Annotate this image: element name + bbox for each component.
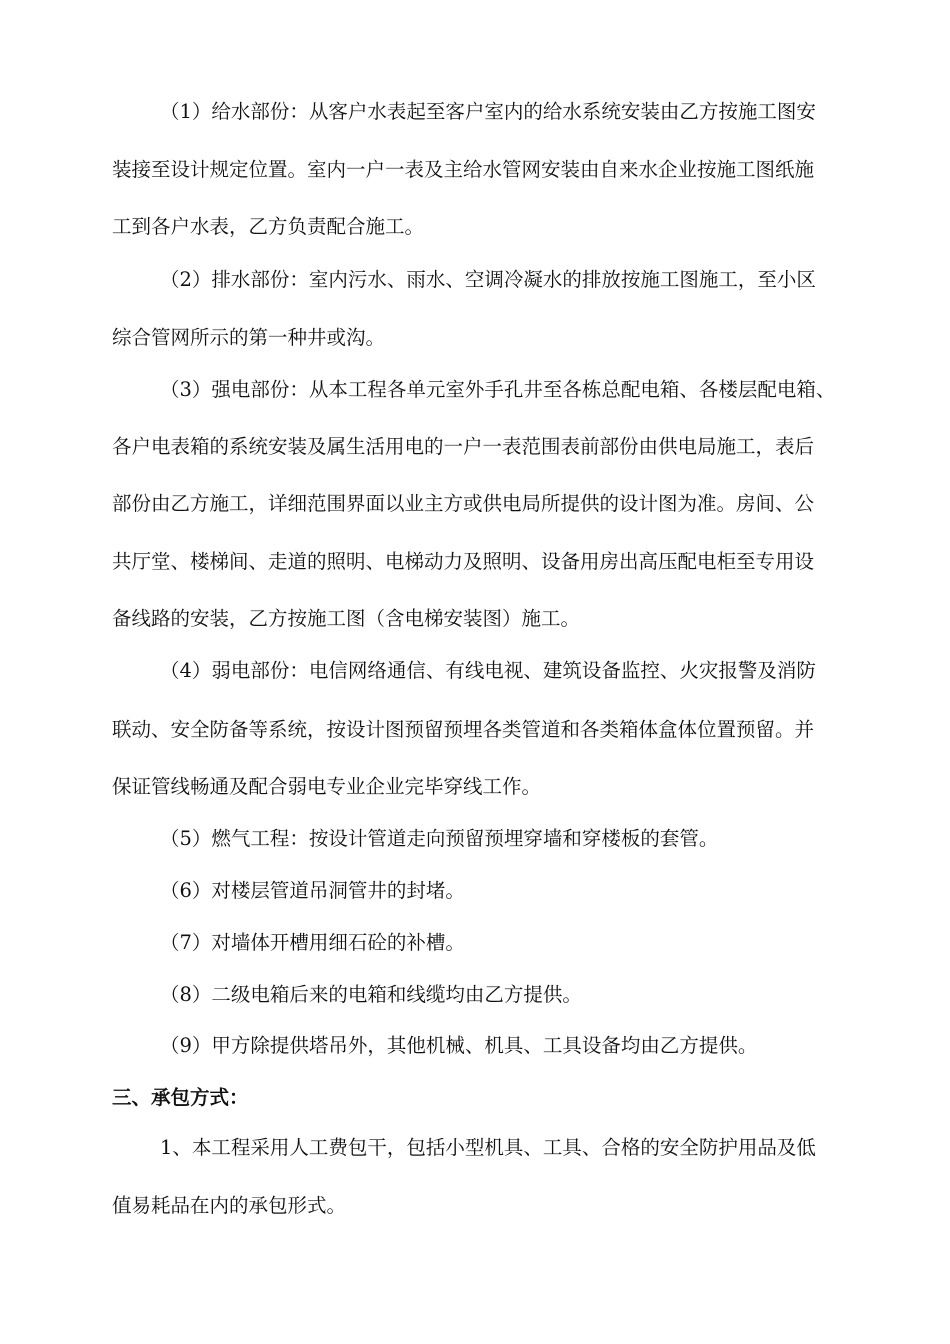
- section-heading: 三、承包方式：: [112, 1086, 249, 1109]
- contract-clause-line-2: 值易耗品在内的承包形式。: [112, 1194, 347, 1217]
- low-voltage-line-1: （4）弱电部份：电信网络通信、有线电视、建筑设备监控、火灾报警及消防: [160, 659, 816, 682]
- gas-line: （5）燃气工程：按设计管道走向预留预埋穿墙和穿楼板的套管。: [160, 827, 719, 850]
- water-supply-line-3: 工到各户水表，乙方负责配合施工。: [112, 215, 425, 238]
- power-line-5: 备线路的安装，乙方按施工图（含电梯安装图）施工。: [112, 607, 581, 630]
- power-line-1: （3）强电部份：从本工程各单元室外手孔井至各栋总配电箱、各楼层配电箱、: [160, 378, 836, 401]
- water-supply-line-2: 装接至设计规定位置。室内一户一表及主给水管网安装由自来水企业按施工图纸施: [112, 158, 815, 181]
- power-line-2: 各户电表箱的系统安装及属生活用电的一户一表范围表前部份由供电局施工，表后: [112, 435, 815, 458]
- equipment-line: （9）甲方除提供塔吊外，其他机械、机具、工具设备均由乙方提供。: [160, 1034, 758, 1057]
- groove-line: （7）对墙体开槽用细石砼的补槽。: [160, 931, 465, 954]
- electrical-box-line: （8）二级电箱后来的电箱和线缆均由乙方提供。: [160, 983, 582, 1006]
- drainage-line-1: （2）排水部份：室内污水、雨水、空调冷凝水的排放按施工图施工，至小区: [160, 268, 816, 291]
- low-voltage-line-3: 保证管线畅通及配合弱电专业企业完毕穿线工作。: [112, 775, 542, 798]
- drainage-line-2: 综合管网所示的第一种井或沟。: [112, 326, 386, 349]
- contract-clause-line-1: 1、本工程采用人工费包干，包括小型机具、工具、合格的安全防护用品及低: [160, 1136, 816, 1159]
- water-supply-line-1: （1）给水部份：从客户水表起至客户室内的给水系统安装由乙方按施工图安: [160, 100, 816, 123]
- power-line-3: 部份由乙方施工，详细范围界面以业主方或供电局所提供的设计图为准。房间、公: [112, 492, 815, 515]
- sealing-line: （6）对楼层管道吊洞管井的封堵。: [160, 879, 465, 902]
- low-voltage-line-2: 联动、安全防备等系统，按设计图预留预埋各类管道和各类箱体盒体位置预留。并: [112, 718, 815, 741]
- power-line-4: 共厅堂、楼梯间、走道的照明、电梯动力及照明、设备用房出高压配电柜至专用设: [112, 550, 815, 573]
